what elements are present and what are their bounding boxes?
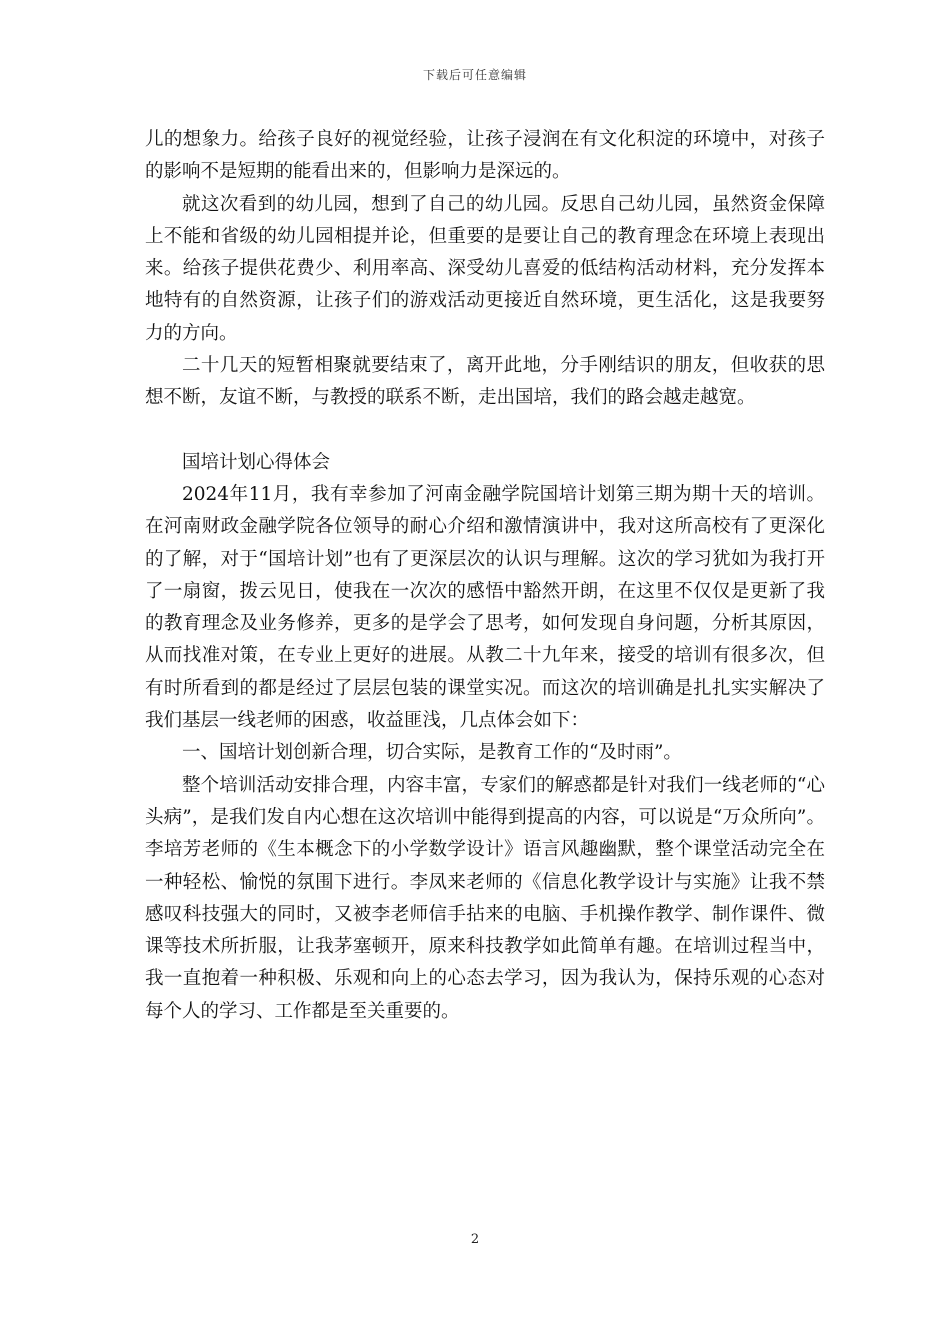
section-title: 国培计划心得体会 xyxy=(182,451,331,473)
document-body xyxy=(145,124,825,1028)
paragraph-reflection: 就这次看到的幼儿园，想到了自己的幼儿园。反思自己幼儿园，虽然资金保障上不能和省级的幼儿园相提并论，但重要的是要让自己的教育理念在环境上表现出来。给孩子提供花费少、利用率高、深受幼儿喜爱的低结构活动材料，充分发挥本地特有的自然资源，让孩子们的游戏活动更接近自然环境，更生活化，这是我要努力的方向。 xyxy=(145,193,825,344)
paragraph-continuation: 儿的想象力。给孩子良好的视觉经验，让孩子浸润在有文化积淀的环境中，对孩子的影响不是短期的能看出来的，但影响力是深远的。 xyxy=(145,129,825,183)
paragraph-intro: 2024年11月，我有幸参加了河南金融学院国培计划第三期为期十天的培训。在河南财政金融学院各位领导的耐心介绍和激情演讲中，我对这所高校有了更深化的了解，对于“国培计划”也有了更深层次的认识与理解。这次的学习犹如为我打开了一扇窗，拨云见日，使我在一次次的感悟中豁然开朗，在这里不仅仅是更新了我的教育理念及业务修养，更多的是学会了思考，如何发现自身问题，分析其原因，从而找准对策，在专业上更好的进展。从教二十九年来，接受的培训有很多次，但有时所看到的都是经过了层层包装的课堂实况。而这次的培训确是扎扎实实解决了我们基层一线老师的困惑，收益匪浅，几点体会如下： xyxy=(145,483,825,732)
paragraph-heading-one: 一、国培计划创新合理，切合实际，是教育工作的“及时雨”。 xyxy=(182,742,682,764)
page-header: 下载后可任意编辑 xyxy=(422,68,527,82)
page-number: 2 xyxy=(470,1232,480,1247)
paragraph-farewell: 二十几天的短暂相聚就要结束了，离开此地，分手刚结识的朋友，但收获的思想不断，友谊不断，与教授的联系不断，走出国培，我们的路会越走越宽。 xyxy=(145,355,825,409)
paragraph-training-details: 整个培训活动安排合理，内容丰富，专家们的解惑都是针对我们一线老师的“心头病”，是我们发自内心想在这次培训中能得到提高的内容，可以说是“万众所向”。李培芳老师的《生本概念下的小学数学设计》语言风趣幽默，整个课堂活动完全在一种轻松、愉悦的氛围下进行。李凤来老师的《信息化教学设计与实施》让我不禁感叹科技强大的同时，又被李老师信手拈来的电脑、手机操作教学、制作课件、微课等技术所折服，让我茅塞顿开，原来科技教学如此简单有趣。在培训过程当中，我一直抱着一种积极、乐观和向上的心态去学习，因为我认为，保持乐观的心态对每个人的学习、工作都是至关重要的。 xyxy=(145,774,825,1022)
